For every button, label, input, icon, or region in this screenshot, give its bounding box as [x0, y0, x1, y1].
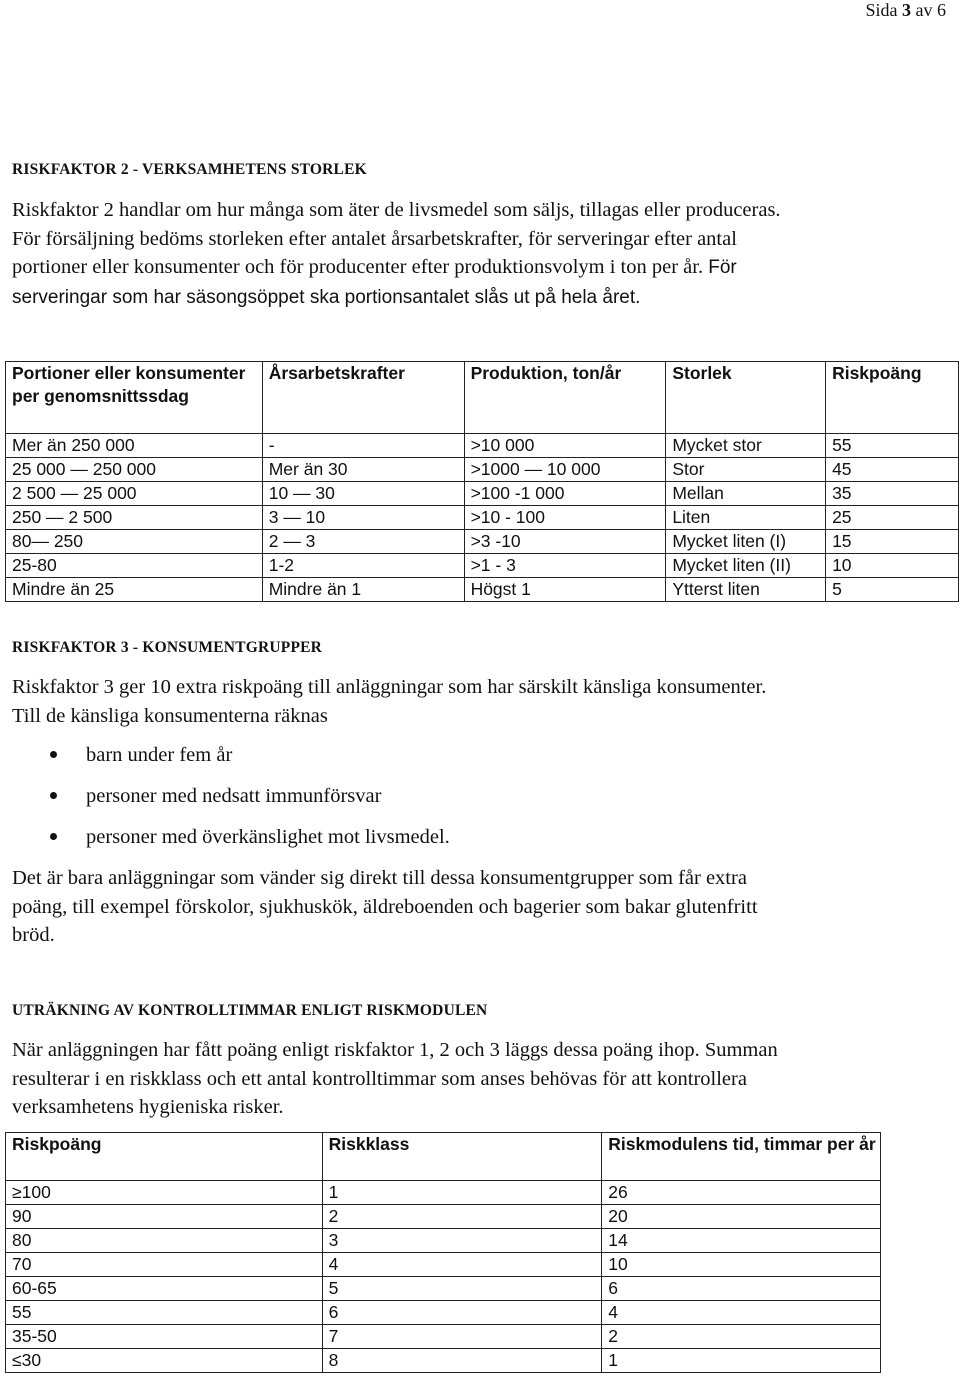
list-item-text: personer med överkänslighet mot livsmedel. [86, 826, 450, 848]
table-cell: 14 [602, 1229, 881, 1253]
table-cell: 55 [826, 434, 959, 458]
section3-intro-line-2: Till de känsliga konsumenterna räknas [12, 704, 328, 727]
consumer-group-list [42, 740, 450, 863]
section3-intro-line-1: Riskfaktor 3 ger 10 extra riskpoäng till anläggningar som har särskilt känsliga konsumenter. [12, 676, 767, 698]
risk-table-header-hours: Riskmodulens tid, timmar per år [602, 1133, 881, 1181]
table-cell: 35 [826, 482, 959, 506]
page-prefix: Sida [865, 0, 898, 20]
page-current: 3 [902, 0, 911, 20]
table-cell: Mycket liten (II) [666, 554, 826, 578]
table-cell: >1 - 3 [464, 554, 666, 578]
size-table [5, 361, 959, 602]
table-cell: 1-2 [262, 554, 464, 578]
table-cell: Mer än 250 000 [6, 434, 263, 458]
table-row [6, 1349, 881, 1373]
table-cell: 90 [6, 1205, 323, 1229]
size-table-header-workforce: Årsarbetskrafter [262, 362, 464, 434]
bullet-icon [50, 792, 57, 799]
table-cell: >3 -10 [464, 530, 666, 554]
size-table-body [6, 434, 959, 602]
table-cell: >100 -1 000 [464, 482, 666, 506]
table-cell: Mindre än 1 [262, 578, 464, 602]
section2-line-1: Riskfaktor 2 handlar om hur många som äter de livsmedel som säljs, tillagas eller produceras. [12, 199, 781, 221]
section4-line-2: resulterar i en riskklass och ett antal kontrolltimmar som anses behövas för att kontrollera [12, 1067, 747, 1090]
bullet-icon [50, 751, 57, 758]
table-cell: 20 [602, 1205, 881, 1229]
section3-outro-line-1: Det är bara anläggningar som vänder sig direkt till dessa konsumentgrupper som får extra [12, 867, 747, 889]
table-cell: Mellan [666, 482, 826, 506]
table-cell: ≤30 [6, 1349, 323, 1373]
table-cell: 1 [602, 1349, 881, 1373]
table-cell: 2 500 — 25 000 [6, 482, 263, 506]
table-cell: 26 [602, 1181, 881, 1205]
table-cell: 45 [826, 458, 959, 482]
table-cell: 5 [826, 578, 959, 602]
table-cell: 5 [322, 1277, 602, 1301]
section3-intro [12, 673, 940, 730]
table-cell: 35-50 [6, 1325, 323, 1349]
table-cell: 10 [826, 554, 959, 578]
table-row [6, 458, 959, 482]
table-cell: 2 [322, 1205, 602, 1229]
section4-line-1: När anläggningen har fått poäng enligt riskfaktor 1, 2 och 3 läggs dessa poäng ihop. Summan [12, 1039, 778, 1061]
table-cell: 15 [826, 530, 959, 554]
page-total: 6 [937, 0, 946, 20]
table-cell: 250 — 2 500 [6, 506, 263, 530]
table-cell: Stor [666, 458, 826, 482]
bullet-icon [50, 833, 57, 840]
risk-table-header-points: Riskpoäng [6, 1133, 323, 1181]
table-cell: 25 000 — 250 000 [6, 458, 263, 482]
table-row [6, 1181, 881, 1205]
risk-table-body [6, 1181, 881, 1373]
table-cell: 70 [6, 1253, 323, 1277]
table-cell: 60-65 [6, 1277, 323, 1301]
section4-heading: UTRÄKNING AV KONTROLLTIMMAR ENLIGT RISKMODULEN [12, 1002, 488, 1019]
list-item [42, 740, 450, 781]
table-cell: Ytterst liten [666, 578, 826, 602]
table-cell: 7 [322, 1325, 602, 1349]
section3-outro [12, 864, 940, 950]
table-row [6, 1325, 881, 1349]
table-row [6, 1205, 881, 1229]
page-separator: av [915, 0, 933, 20]
table-cell: 4 [602, 1301, 881, 1325]
table-cell: >10 000 [464, 434, 666, 458]
table-row [6, 506, 959, 530]
table-cell: 2 [602, 1325, 881, 1349]
page-number [865, 0, 946, 21]
table-cell: 10 — 30 [262, 482, 464, 506]
table-cell: - [262, 434, 464, 458]
list-item-text: barn under fem år [86, 744, 233, 766]
table-cell: 3 [322, 1229, 602, 1253]
table-row [6, 530, 959, 554]
table-row [6, 434, 959, 458]
table-row [6, 1229, 881, 1253]
table-cell: >10 - 100 [464, 506, 666, 530]
table-cell: 8 [322, 1349, 602, 1373]
table-row [6, 1277, 881, 1301]
table-cell: Högst 1 [464, 578, 666, 602]
table-cell: 80— 250 [6, 530, 263, 554]
table-cell: 80 [6, 1229, 323, 1253]
section3-heading: RISKFAKTOR 3 - KONSUMENTGRUPPER [12, 639, 323, 656]
size-table-header-size: Storlek [666, 362, 826, 434]
table-cell: ≥100 [6, 1181, 323, 1205]
section2-line-3-tail: För [708, 257, 737, 279]
list-item-text: personer med nedsatt immunförsvar [86, 785, 382, 807]
table-cell: 10 [602, 1253, 881, 1277]
table-cell: 1 [322, 1181, 602, 1205]
table-cell: 4 [322, 1253, 602, 1277]
table-cell: Mycket liten (I) [666, 530, 826, 554]
section3-outro-line-2: poäng, till exempel förskolor, sjukhuskök, äldreboenden och bagerier som bakar glutenfritt [12, 895, 758, 918]
table-row [6, 1253, 881, 1277]
risk-class-table [5, 1132, 881, 1373]
table-cell: 6 [322, 1301, 602, 1325]
table-cell: 55 [6, 1301, 323, 1325]
size-table-header-portions: Portioner eller konsumenter per genomsnittssdag [6, 362, 263, 434]
section3-outro-line-3: bröd. [12, 924, 55, 947]
table-row [6, 554, 959, 578]
table-row [6, 1301, 881, 1325]
section2-paragraph [12, 196, 940, 312]
table-cell: 6 [602, 1277, 881, 1301]
risk-table-header-class: Riskklass [322, 1133, 602, 1181]
section2-line-2: För försäljning bedöms storleken efter antalet årsarbetskrafter, för serveringar efter antal [12, 227, 737, 250]
list-item [42, 822, 450, 863]
size-table-header-production: Produktion, ton/år [464, 362, 666, 434]
section2-line-3: portioner eller konsumenter och för producenter efter produktionsvolym i ton per år. [12, 256, 704, 279]
table-cell: 2 — 3 [262, 530, 464, 554]
table-cell: Mycket stor [666, 434, 826, 458]
table-row [6, 482, 959, 506]
table-cell: >1000 — 10 000 [464, 458, 666, 482]
size-table-header-points: Riskpoäng [826, 362, 959, 434]
size-table-header-row [6, 362, 959, 434]
section2-line-4: serveringar som har säsongsöppet ska portionsantalet slås ut på hela året. [12, 286, 641, 308]
table-cell: Mindre än 25 [6, 578, 263, 602]
table-row [6, 578, 959, 602]
table-cell: 3 — 10 [262, 506, 464, 530]
risk-table-header-row [6, 1133, 881, 1181]
section2-heading: RISKFAKTOR 2 - VERKSAMHETENS STORLEK [12, 161, 367, 178]
table-cell: 25 [826, 506, 959, 530]
section4-line-3: verksamhetens hygieniska risker. [12, 1096, 284, 1119]
section4-paragraph [12, 1036, 940, 1122]
table-cell: Liten [666, 506, 826, 530]
table-cell: Mer än 30 [262, 458, 464, 482]
list-item [42, 781, 450, 822]
table-cell: 25-80 [6, 554, 263, 578]
